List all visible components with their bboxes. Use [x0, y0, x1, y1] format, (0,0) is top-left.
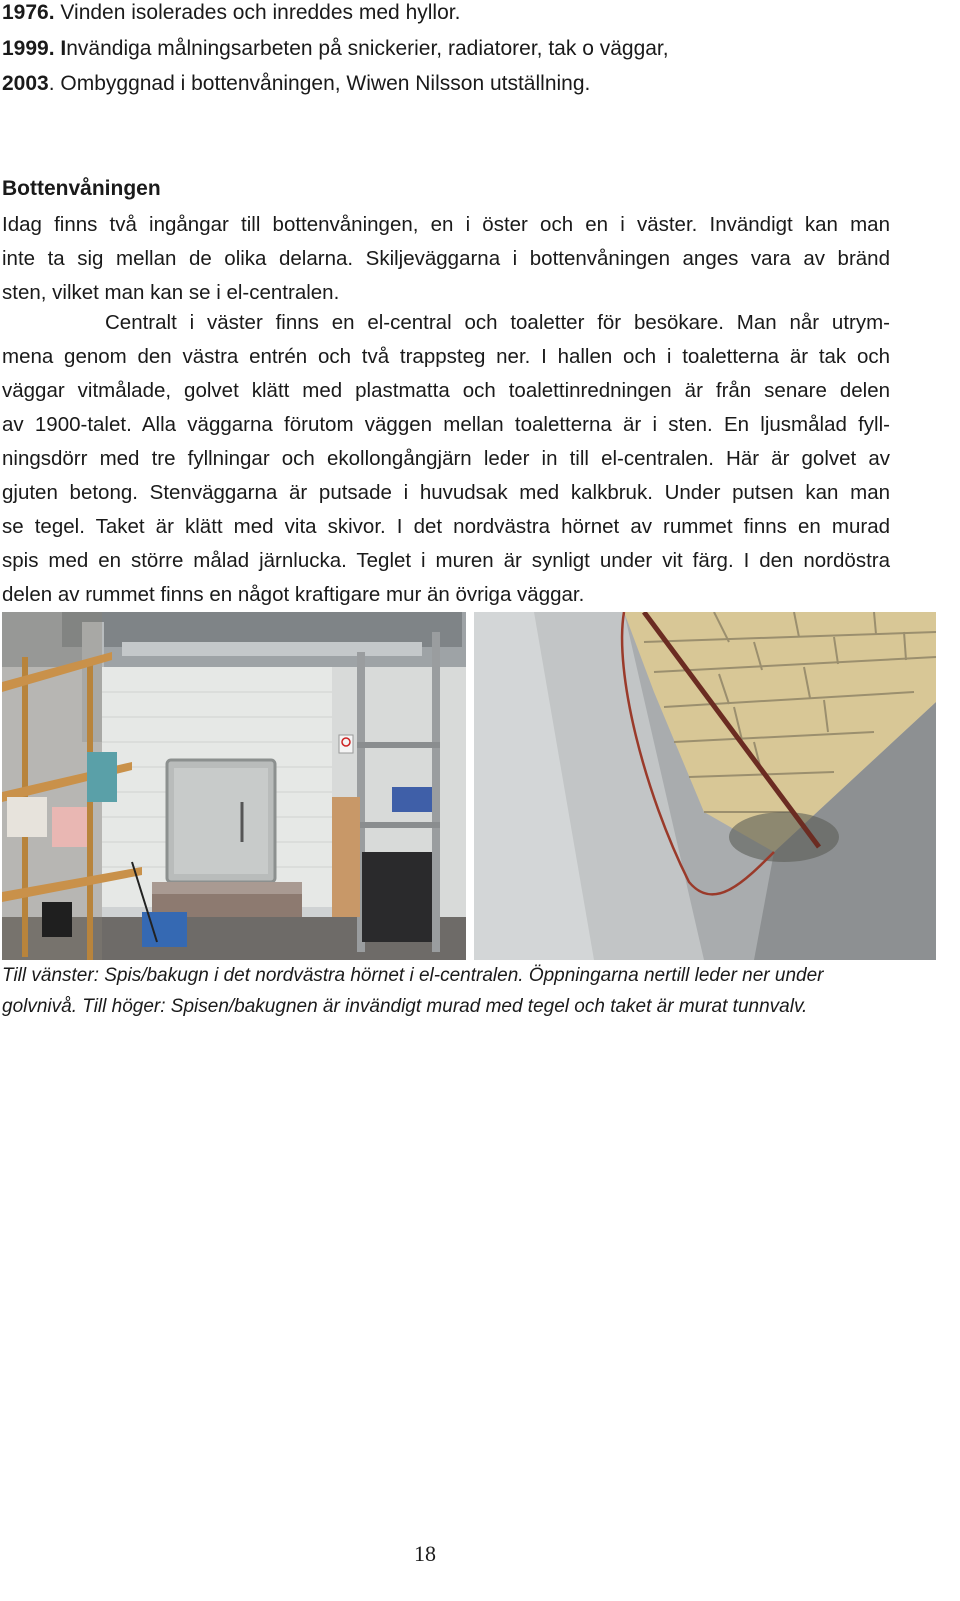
history-entry-2003	[2, 72, 590, 96]
paragraph-line: se tegel. Taket är klätt med vita skivor. I det nordvästra hörnet av rummet finns en murad	[2, 515, 890, 538]
paragraph-line: mena genom den västra entrén och två trappsteg ner. I hallen och i toaletterna är tak och	[2, 345, 890, 368]
photo-caption-line-1: Till vänster: Spis/bakugn i det nordvästra hörnet i el-centralen. Öppningarna nertill leder ner under	[2, 965, 824, 986]
history-year: 2003	[2, 72, 49, 95]
paragraph-line: gjuten betong. Stenväggarna är putsade i huvudsak med kalkbruk. Under putsen kan man	[2, 481, 890, 504]
history-entry-1976	[2, 1, 460, 25]
section-heading: Bottenvåningen	[2, 177, 161, 200]
paragraph-line: ningsdörr med tre fyllningar och ekollongångjärn leder in till el-centralen. Här är golvet av	[2, 447, 890, 470]
history-text: nvändiga målningsarbeten på snickerier, radiatorer, tak o väggar,	[66, 37, 669, 60]
page-number: 18	[414, 1541, 436, 1566]
paragraph-line: av 1900-talet. Alla väggarna förutom väggen mellan toaletterna är i sten. En ljusmålad fyll-	[2, 413, 890, 436]
photo-storage-room	[2, 612, 466, 960]
history-text: Vinden isolerades och inreddes med hyllor.	[54, 1, 461, 24]
paragraph-line: spis med en större målad järnlucka. Teglet i muren är synligt under vit färg. I den nordöstra	[2, 549, 890, 572]
paragraph-line: delen av rummet finns en något kraftigare mur än övriga väggar.	[2, 583, 585, 606]
history-entry-1999	[2, 37, 669, 61]
history-text: . Ombyggnad i bottenvåningen, Wiwen Nilsson utställning.	[48, 72, 591, 95]
paragraph-1	[2, 208, 890, 310]
history-year: 1976.	[2, 1, 55, 24]
photo-storage-room-image	[2, 612, 466, 960]
paragraph-line: sten, vilket man kan se i el-centralen.	[2, 281, 340, 304]
paragraph-2	[2, 306, 890, 612]
photo-caption-line-2: golvnivå. Till höger: Spisen/bakugnen är invändigt murad med tegel och taket är murat tunnvalv.	[2, 996, 808, 1017]
paragraph-line: inte ta sig mellan de olika delarna. Skiljeväggarna i bottenvåningen anges vara av bränd	[2, 247, 890, 270]
paragraph-line: väggar vitmålade, golvet klätt med plastmatta och toalettinredningen är från senare delen	[2, 379, 890, 402]
paragraph-line: Centralt i väster finns en el-central och toaletter för besökare. Man når utrym-	[105, 311, 890, 334]
photo-brick-vault-image	[474, 612, 936, 960]
photo-brick-vault	[474, 612, 936, 960]
paragraph-line: Idag finns två ingångar till bottenvåningen, en i öster och en i väster. Invändigt kan man	[2, 213, 890, 236]
history-year: 1999. I	[2, 37, 67, 60]
